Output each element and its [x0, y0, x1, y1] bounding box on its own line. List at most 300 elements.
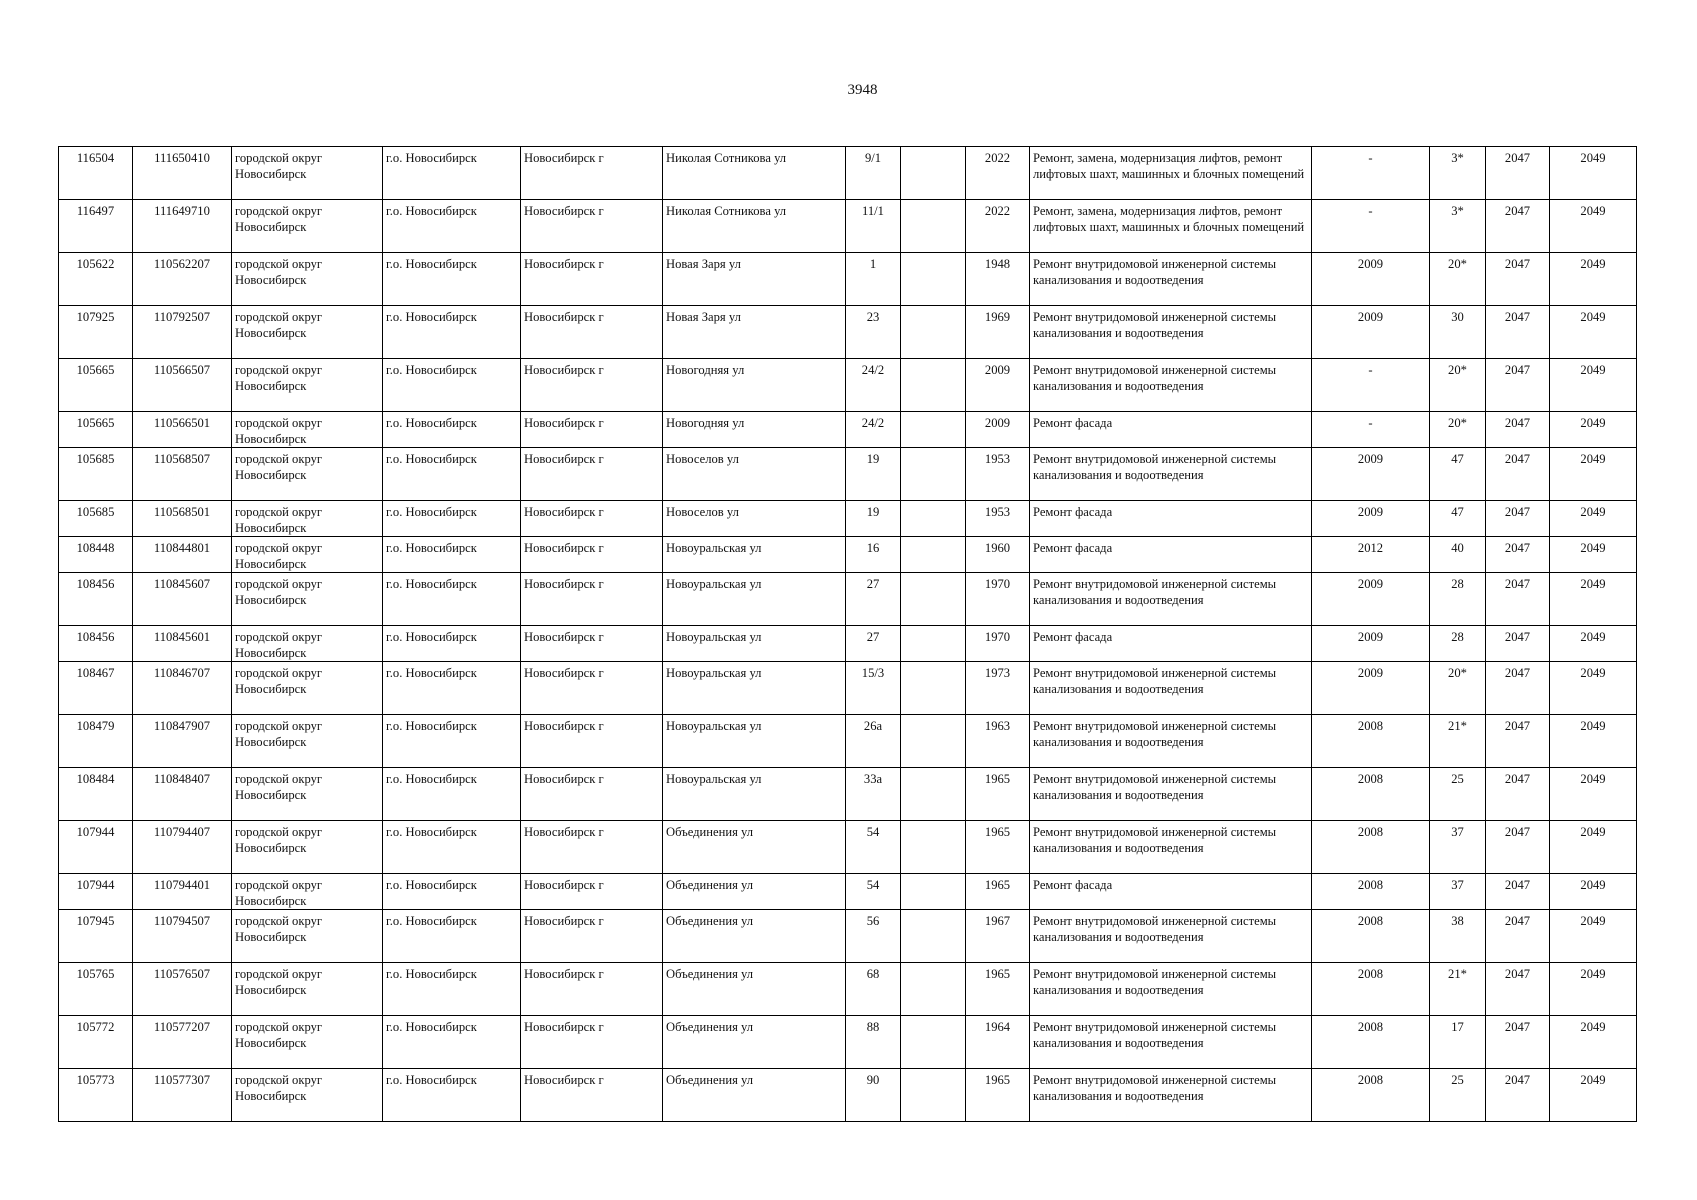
row-city: Новосибирск г [521, 412, 663, 448]
row-year-built: 1967 [966, 910, 1030, 963]
row-extra [901, 306, 966, 359]
row-year-built: 2022 [966, 147, 1030, 200]
row-street: Объединения ул [663, 910, 846, 963]
row-code: 111649710 [133, 200, 232, 253]
row-work-type: Ремонт, замена, модернизация лифтов, ремонт лифтовых шахт, машинных и блочных помещений [1030, 147, 1312, 200]
row-street: Новоуральская ул [663, 662, 846, 715]
row-work-type: Ремонт внутридомовой инженерной системы канализования и водоотведения [1030, 662, 1312, 715]
row-code: 110846707 [133, 662, 232, 715]
row-year-built: 1973 [966, 662, 1030, 715]
row-district: городской округ Новосибирск [232, 662, 383, 715]
row-last-repair: 2008 [1312, 821, 1430, 874]
table-row [59, 821, 1637, 874]
row-wear: 3* [1430, 147, 1486, 200]
row-year-to: 2049 [1550, 253, 1637, 306]
row-street: Объединения ул [663, 874, 846, 910]
table-body [59, 147, 1637, 1122]
row-year-to: 2049 [1550, 1069, 1637, 1122]
table-row [59, 662, 1637, 715]
row-house: 27 [846, 573, 901, 626]
row-wear: 20* [1430, 662, 1486, 715]
row-id: 105765 [59, 963, 133, 1016]
row-code: 110576507 [133, 963, 232, 1016]
row-municipality: г.о. Новосибирск [383, 537, 521, 573]
row-house: 16 [846, 537, 901, 573]
row-city: Новосибирск г [521, 200, 663, 253]
row-code: 110844801 [133, 537, 232, 573]
row-district: городской округ Новосибирск [232, 253, 383, 306]
row-last-repair: 2009 [1312, 573, 1430, 626]
row-city: Новосибирск г [521, 448, 663, 501]
row-year-from: 2047 [1486, 537, 1550, 573]
row-id: 108456 [59, 626, 133, 662]
row-work-type: Ремонт внутридомовой инженерной системы канализования и водоотведения [1030, 1016, 1312, 1069]
row-house: 15/3 [846, 662, 901, 715]
row-id: 116497 [59, 200, 133, 253]
row-year-from: 2047 [1486, 1016, 1550, 1069]
row-extra [901, 821, 966, 874]
row-house: 1 [846, 253, 901, 306]
row-municipality: г.о. Новосибирск [383, 963, 521, 1016]
row-last-repair: 2012 [1312, 537, 1430, 573]
row-work-type: Ремонт, замена, модернизация лифтов, ремонт лифтовых шахт, машинных и блочных помещений [1030, 200, 1312, 253]
page-number: 3948 [847, 82, 878, 98]
row-year-from: 2047 [1486, 253, 1550, 306]
table-row [59, 359, 1637, 412]
row-wear: 40 [1430, 537, 1486, 573]
row-municipality: г.о. Новосибирск [383, 874, 521, 910]
row-municipality: г.о. Новосибирск [383, 200, 521, 253]
row-id: 107945 [59, 910, 133, 963]
row-work-type: Ремонт внутридомовой инженерной системы канализования и водоотведения [1030, 359, 1312, 412]
row-extra [901, 662, 966, 715]
row-wear: 25 [1430, 768, 1486, 821]
row-wear: 30 [1430, 306, 1486, 359]
row-street: Новогодняя ул [663, 412, 846, 448]
row-id: 108484 [59, 768, 133, 821]
row-year-built: 1965 [966, 963, 1030, 1016]
row-district: городской округ Новосибирск [232, 359, 383, 412]
row-extra [901, 501, 966, 537]
row-work-type: Ремонт внутридомовой инженерной системы канализования и водоотведения [1030, 768, 1312, 821]
row-year-from: 2047 [1486, 200, 1550, 253]
row-year-built: 1965 [966, 874, 1030, 910]
row-last-repair: 2009 [1312, 501, 1430, 537]
row-last-repair: - [1312, 412, 1430, 448]
row-house: 54 [846, 874, 901, 910]
row-year-to: 2049 [1550, 537, 1637, 573]
row-code: 110566501 [133, 412, 232, 448]
table-row [59, 537, 1637, 573]
row-year-from: 2047 [1486, 501, 1550, 537]
row-year-to: 2049 [1550, 626, 1637, 662]
row-last-repair: 2009 [1312, 662, 1430, 715]
row-district: городской округ Новосибирск [232, 768, 383, 821]
row-code: 110566507 [133, 359, 232, 412]
row-last-repair: 2008 [1312, 910, 1430, 963]
row-year-built: 1965 [966, 821, 1030, 874]
table-row [59, 412, 1637, 448]
row-wear: 28 [1430, 573, 1486, 626]
row-year-from: 2047 [1486, 626, 1550, 662]
row-city: Новосибирск г [521, 573, 663, 626]
row-year-from: 2047 [1486, 662, 1550, 715]
row-year-from: 2047 [1486, 768, 1550, 821]
row-work-type: Ремонт фасада [1030, 537, 1312, 573]
row-wear: 3* [1430, 200, 1486, 253]
row-street: Новогодняя ул [663, 359, 846, 412]
row-work-type: Ремонт внутридомовой инженерной системы канализования и водоотведения [1030, 1069, 1312, 1122]
row-year-to: 2049 [1550, 501, 1637, 537]
row-district: городской округ Новосибирск [232, 963, 383, 1016]
row-code: 110792507 [133, 306, 232, 359]
row-street: Новая Заря ул [663, 253, 846, 306]
row-year-built: 1969 [966, 306, 1030, 359]
row-street: Новоселов ул [663, 448, 846, 501]
row-house: 68 [846, 963, 901, 1016]
row-municipality: г.о. Новосибирск [383, 1069, 521, 1122]
row-last-repair: - [1312, 147, 1430, 200]
row-street: Объединения ул [663, 821, 846, 874]
row-district: городской округ Новосибирск [232, 537, 383, 573]
row-street: Объединения ул [663, 1069, 846, 1122]
row-year-from: 2047 [1486, 412, 1550, 448]
row-wear: 38 [1430, 910, 1486, 963]
row-district: городской округ Новосибирск [232, 821, 383, 874]
row-year-to: 2049 [1550, 573, 1637, 626]
row-year-to: 2049 [1550, 821, 1637, 874]
row-year-to: 2049 [1550, 412, 1637, 448]
row-street: Новоуральская ул [663, 626, 846, 662]
row-last-repair: 2009 [1312, 448, 1430, 501]
row-year-built: 2009 [966, 412, 1030, 448]
table-row [59, 910, 1637, 963]
row-extra [901, 910, 966, 963]
row-id: 107944 [59, 821, 133, 874]
row-city: Новосибирск г [521, 501, 663, 537]
row-year-from: 2047 [1486, 147, 1550, 200]
row-house: 19 [846, 501, 901, 537]
row-city: Новосибирск г [521, 147, 663, 200]
repair-register-table [58, 146, 1637, 1122]
row-year-built: 1953 [966, 501, 1030, 537]
row-city: Новосибирск г [521, 715, 663, 768]
row-year-to: 2049 [1550, 359, 1637, 412]
row-code: 110577207 [133, 1016, 232, 1069]
row-code: 111650410 [133, 147, 232, 200]
row-extra [901, 448, 966, 501]
row-year-built: 1953 [966, 448, 1030, 501]
row-year-to: 2049 [1550, 306, 1637, 359]
row-last-repair: 2008 [1312, 874, 1430, 910]
row-house: 19 [846, 448, 901, 501]
row-wear: 17 [1430, 1016, 1486, 1069]
row-code: 110568507 [133, 448, 232, 501]
row-last-repair: 2009 [1312, 253, 1430, 306]
row-year-built: 1948 [966, 253, 1030, 306]
table-row [59, 147, 1637, 200]
row-extra [901, 200, 966, 253]
row-work-type: Ремонт фасада [1030, 412, 1312, 448]
row-extra [901, 253, 966, 306]
row-work-type: Ремонт фасада [1030, 626, 1312, 662]
table-row [59, 963, 1637, 1016]
row-work-type: Ремонт фасада [1030, 874, 1312, 910]
row-wear: 47 [1430, 448, 1486, 501]
row-work-type: Ремонт внутридомовой инженерной системы канализования и водоотведения [1030, 448, 1312, 501]
row-city: Новосибирск г [521, 662, 663, 715]
row-house: 27 [846, 626, 901, 662]
row-district: городской округ Новосибирск [232, 448, 383, 501]
row-municipality: г.о. Новосибирск [383, 626, 521, 662]
row-city: Новосибирск г [521, 1069, 663, 1122]
row-code: 110794407 [133, 821, 232, 874]
row-code: 110845607 [133, 573, 232, 626]
row-code: 110794507 [133, 910, 232, 963]
row-year-built: 1960 [966, 537, 1030, 573]
row-year-from: 2047 [1486, 874, 1550, 910]
row-id: 107925 [59, 306, 133, 359]
row-city: Новосибирск г [521, 626, 663, 662]
row-district: городской округ Новосибирск [232, 874, 383, 910]
row-id: 105622 [59, 253, 133, 306]
row-work-type: Ремонт внутридомовой инженерной системы канализования и водоотведения [1030, 715, 1312, 768]
row-code: 110562207 [133, 253, 232, 306]
row-district: городской округ Новосибирск [232, 200, 383, 253]
row-id: 105665 [59, 412, 133, 448]
row-municipality: г.о. Новосибирск [383, 253, 521, 306]
row-district: городской округ Новосибирск [232, 147, 383, 200]
row-extra [901, 626, 966, 662]
row-wear: 28 [1430, 626, 1486, 662]
row-year-built: 1963 [966, 715, 1030, 768]
table-row [59, 874, 1637, 910]
row-municipality: г.о. Новосибирск [383, 147, 521, 200]
row-last-repair: - [1312, 200, 1430, 253]
row-street: Новоуральская ул [663, 768, 846, 821]
row-street: Объединения ул [663, 963, 846, 1016]
row-district: городской округ Новосибирск [232, 306, 383, 359]
row-municipality: г.о. Новосибирск [383, 448, 521, 501]
row-year-to: 2049 [1550, 963, 1637, 1016]
row-id: 108448 [59, 537, 133, 573]
row-work-type: Ремонт внутридомовой инженерной системы канализования и водоотведения [1030, 910, 1312, 963]
row-id: 108479 [59, 715, 133, 768]
row-year-to: 2049 [1550, 662, 1637, 715]
row-last-repair: - [1312, 359, 1430, 412]
row-extra [901, 147, 966, 200]
row-year-from: 2047 [1486, 715, 1550, 768]
table-row [59, 626, 1637, 662]
table-row [59, 501, 1637, 537]
row-street: Новоуральская ул [663, 537, 846, 573]
row-work-type: Ремонт внутридомовой инженерной системы канализования и водоотведения [1030, 253, 1312, 306]
row-district: городской округ Новосибирск [232, 1016, 383, 1069]
row-code: 110794401 [133, 874, 232, 910]
table-row [59, 253, 1637, 306]
row-year-to: 2049 [1550, 910, 1637, 963]
row-year-from: 2047 [1486, 448, 1550, 501]
row-city: Новосибирск г [521, 359, 663, 412]
row-year-to: 2049 [1550, 1016, 1637, 1069]
row-city: Новосибирск г [521, 306, 663, 359]
row-wear: 21* [1430, 715, 1486, 768]
row-year-to: 2049 [1550, 200, 1637, 253]
row-city: Новосибирск г [521, 253, 663, 306]
row-extra [901, 537, 966, 573]
row-city: Новосибирск г [521, 1016, 663, 1069]
row-extra [901, 1069, 966, 1122]
row-wear: 21* [1430, 963, 1486, 1016]
row-code: 110847907 [133, 715, 232, 768]
row-year-from: 2047 [1486, 306, 1550, 359]
row-work-type: Ремонт внутридомовой инженерной системы канализования и водоотведения [1030, 306, 1312, 359]
row-house: 24/2 [846, 412, 901, 448]
row-id: 105685 [59, 448, 133, 501]
row-work-type: Ремонт внутридомовой инженерной системы канализования и водоотведения [1030, 821, 1312, 874]
row-year-from: 2047 [1486, 1069, 1550, 1122]
row-municipality: г.о. Новосибирск [383, 1016, 521, 1069]
row-year-from: 2047 [1486, 573, 1550, 626]
row-house: 54 [846, 821, 901, 874]
row-extra [901, 715, 966, 768]
row-municipality: г.о. Новосибирск [383, 715, 521, 768]
row-district: городской округ Новосибирск [232, 573, 383, 626]
row-wear: 37 [1430, 874, 1486, 910]
row-id: 108467 [59, 662, 133, 715]
row-extra [901, 874, 966, 910]
row-extra [901, 359, 966, 412]
row-district: городской округ Новосибирск [232, 1069, 383, 1122]
row-id: 105772 [59, 1016, 133, 1069]
row-last-repair: 2009 [1312, 306, 1430, 359]
row-municipality: г.о. Новосибирск [383, 662, 521, 715]
row-year-built: 2009 [966, 359, 1030, 412]
row-year-built: 1970 [966, 626, 1030, 662]
row-id: 108456 [59, 573, 133, 626]
row-year-from: 2047 [1486, 910, 1550, 963]
row-city: Новосибирск г [521, 821, 663, 874]
row-street: Николая Сотникова ул [663, 200, 846, 253]
row-house: 9/1 [846, 147, 901, 200]
row-municipality: г.о. Новосибирск [383, 768, 521, 821]
row-year-built: 1970 [966, 573, 1030, 626]
row-id: 107944 [59, 874, 133, 910]
row-extra [901, 963, 966, 1016]
table-row [59, 200, 1637, 253]
row-municipality: г.о. Новосибирск [383, 821, 521, 874]
row-year-built: 1964 [966, 1016, 1030, 1069]
row-city: Новосибирск г [521, 963, 663, 1016]
row-last-repair: 2008 [1312, 1016, 1430, 1069]
row-district: городской округ Новосибирск [232, 626, 383, 662]
row-house: 26а [846, 715, 901, 768]
table-row [59, 1016, 1637, 1069]
table-row [59, 1069, 1637, 1122]
row-year-to: 2049 [1550, 448, 1637, 501]
row-work-type: Ремонт внутридомовой инженерной системы канализования и водоотведения [1030, 573, 1312, 626]
row-work-type: Ремонт фасада [1030, 501, 1312, 537]
row-municipality: г.о. Новосибирск [383, 573, 521, 626]
row-id: 105773 [59, 1069, 133, 1122]
row-year-from: 2047 [1486, 963, 1550, 1016]
row-street: Новоуральская ул [663, 573, 846, 626]
row-code: 110577307 [133, 1069, 232, 1122]
row-last-repair: 2009 [1312, 626, 1430, 662]
row-wear: 25 [1430, 1069, 1486, 1122]
row-extra [901, 1016, 966, 1069]
row-code: 110848407 [133, 768, 232, 821]
table-row [59, 768, 1637, 821]
row-year-built: 2022 [966, 200, 1030, 253]
row-city: Новосибирск г [521, 910, 663, 963]
row-year-built: 1965 [966, 768, 1030, 821]
row-street: Новоуральская ул [663, 715, 846, 768]
row-year-from: 2047 [1486, 821, 1550, 874]
row-street: Новоселов ул [663, 501, 846, 537]
row-house: 11/1 [846, 200, 901, 253]
row-district: городской округ Новосибирск [232, 412, 383, 448]
row-house: 88 [846, 1016, 901, 1069]
row-municipality: г.о. Новосибирск [383, 306, 521, 359]
row-year-from: 2047 [1486, 359, 1550, 412]
row-district: городской округ Новосибирск [232, 501, 383, 537]
row-year-built: 1965 [966, 1069, 1030, 1122]
row-wear: 37 [1430, 821, 1486, 874]
row-code: 110845601 [133, 626, 232, 662]
row-wear: 20* [1430, 412, 1486, 448]
row-city: Новосибирск г [521, 768, 663, 821]
row-house: 23 [846, 306, 901, 359]
row-city: Новосибирск г [521, 537, 663, 573]
row-work-type: Ремонт внутридомовой инженерной системы канализования и водоотведения [1030, 963, 1312, 1016]
row-extra [901, 412, 966, 448]
row-id: 105685 [59, 501, 133, 537]
row-street: Николая Сотникова ул [663, 147, 846, 200]
row-year-to: 2049 [1550, 874, 1637, 910]
row-house: 56 [846, 910, 901, 963]
row-last-repair: 2008 [1312, 963, 1430, 1016]
row-municipality: г.о. Новосибирск [383, 501, 521, 537]
row-last-repair: 2008 [1312, 1069, 1430, 1122]
row-id: 116504 [59, 147, 133, 200]
row-id: 105665 [59, 359, 133, 412]
row-wear: 47 [1430, 501, 1486, 537]
row-extra [901, 573, 966, 626]
row-last-repair: 2008 [1312, 768, 1430, 821]
table-row [59, 573, 1637, 626]
row-year-to: 2049 [1550, 147, 1637, 200]
table-row [59, 448, 1637, 501]
row-district: городской округ Новосибирск [232, 910, 383, 963]
row-municipality: г.о. Новосибирск [383, 359, 521, 412]
row-house: 24/2 [846, 359, 901, 412]
row-city: Новосибирск г [521, 874, 663, 910]
table-row [59, 306, 1637, 359]
row-wear: 20* [1430, 253, 1486, 306]
row-last-repair: 2008 [1312, 715, 1430, 768]
row-municipality: г.о. Новосибирск [383, 412, 521, 448]
row-house: 90 [846, 1069, 901, 1122]
row-street: Объединения ул [663, 1016, 846, 1069]
row-municipality: г.о. Новосибирск [383, 910, 521, 963]
row-code: 110568501 [133, 501, 232, 537]
table-row [59, 715, 1637, 768]
row-district: городской округ Новосибирск [232, 715, 383, 768]
row-street: Новая Заря ул [663, 306, 846, 359]
row-year-to: 2049 [1550, 768, 1637, 821]
row-house: 33а [846, 768, 901, 821]
